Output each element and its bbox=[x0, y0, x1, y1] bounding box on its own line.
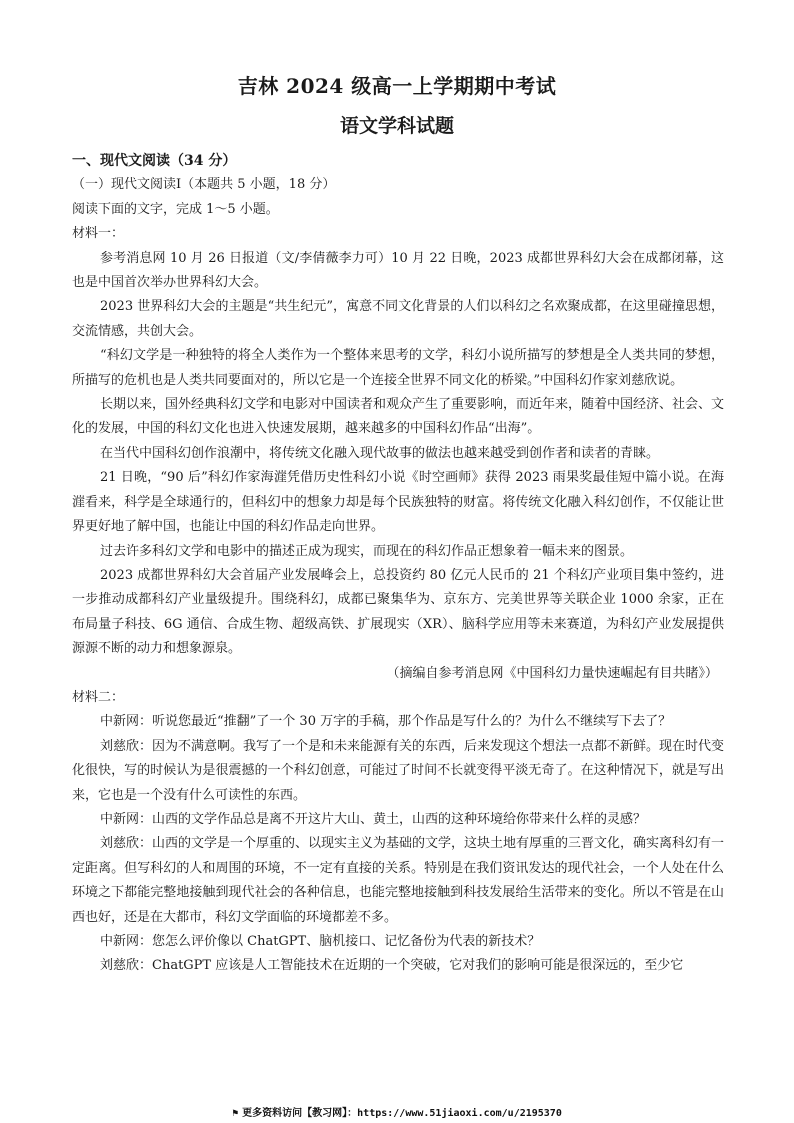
material1-paragraph: 过去许多科幻文学和电影中的描述正成为现实，而现在的科幻作品正想象着一幅未来的图景。 bbox=[100, 543, 634, 559]
material1-paragraph: 2023 世界科幻大会的主题是“共生纪元”，寓意不同文化背景的人们以科幻之名欢聚成都，在这里碰撞思想，交流情感，共创大会。 bbox=[72, 299, 724, 339]
material1-paragraph: 在当代中国科幻创作浪潮中，将传统文化融入现代故事的做法也越来越受到创作者和读者的青睐。 bbox=[100, 445, 660, 461]
material2-label: 材料二： bbox=[72, 689, 125, 705]
material1-paragraph: 长期以来，国外经典科幻文学和电影对中国读者和观众产生了重要影响，而近年来，随着中国经济、社会、文化的发展，中国的科幻文化也进入快速发展期，越来越多的中国科幻作品“出海”。 bbox=[72, 397, 725, 437]
interview-question: 中新网：听说您最近“推翻”了一个 30 万字的手稿，那个作品是写什么的？为什么不继续写下去了？ bbox=[100, 714, 672, 730]
interview-question: 中新网：山西的文学作品总是离不开这片大山、黄土，山西的这种环境给你带来什么样的灵感？ bbox=[100, 811, 647, 827]
footer-text[interactable]: 更多资料访问【教习网】：https://www.51jiaoxi.com/u/2195370 bbox=[242, 1108, 562, 1119]
interview-answer: 刘慈欣：因为不满意啊。我写了一个是和未来能源有关的东西，后来发现这个想法一点都不新鲜。现在时代变化很快，写的时候认为是很震撼的一个科幻创意，可能过了时间不长就变得平淡无奇了。在这种情况下，就是写出来，它也是一个没有什么可读性的东西。 bbox=[72, 738, 725, 803]
footer-link[interactable] bbox=[0, 1104, 794, 1119]
material1-paragraph: 参考消息网 10 月 26 日报道（文/李倩薇李力可）10 月 22 日晚，2023 成都世界科幻大会在成都闭幕，这也是中国首次举办世界科幻大会。 bbox=[72, 250, 724, 291]
material1-paragraph: “科幻文学是一种独特的将全人类作为一个整体来思考的文学，科幻小说所描写的梦想是全人类共同的梦想，所描写的危机也是人类共同要面对的，所以它是一个连接全世界不同文化的桥梁。”中国科幻作家刘慈欣说。 bbox=[72, 348, 724, 388]
material1-label: 材料一： bbox=[72, 226, 125, 242]
section-heading: 一、现代文阅读（34 分） bbox=[72, 153, 237, 169]
material1-paragraph: 2023 成都世界科幻大会首届产业发展峰会上，总投资约 80 亿元人民币的 21 个科幻产业项目集中签约，进一步推动成都科幻产业量级提升。围绕科幻，成都已聚集华为、京东方、完美世界等关联企业 1000 余家，正在布局量子科技、6G 通信、合成生物、超级高铁、扩展现实（XR）、脑科学应用等未来赛道，为科幻产业发展提供源源不断的动力和想象源泉。 bbox=[72, 567, 724, 657]
interview-question: 中新网：您怎么评价像以 ChatGPT、脑机接口、记忆备份为代表的新技术？ bbox=[100, 934, 541, 949]
exam-title: 吉林 2024 级高一上学期期中考试 bbox=[237, 74, 557, 98]
material1-source: （摘编自参考消息网《中国科幻力量快速崛起有目共睹》） bbox=[386, 665, 718, 681]
interview-answer: 刘慈欣：山西的文学是一个厚重的、以现实主义为基础的文学，这块土地有厚重的三晋文化，确实离科幻有一定距离。但写科幻的人和周围的环境，不一定有直接的关系。特别是在我们资讯发达的现代社会，一个人处在什么环境之下都能完整地接触到现代社会的各种信息，也能完整地接触到科技发展给生活带来的变化。所以不管是在山西也好，还是在大都市，科幻文学面临的环境都差不多。 bbox=[72, 836, 725, 925]
flag-icon: ⚑ bbox=[232, 1108, 239, 1119]
exam-content bbox=[72, 149, 724, 979]
interview-answer: 刘慈欣：ChatGPT 应该是人工智能技术在近期的一个突破，它对我们的影响可能是很深远的，至少它 bbox=[100, 958, 684, 974]
reading-instruction: 阅读下面的文字，完成 1～5 小题。 bbox=[72, 201, 279, 217]
part-heading: （一）现代文阅读Ⅰ（本题共 5 小题，18 分） bbox=[72, 177, 336, 193]
material1-paragraph: 21 日晚，“90 后”科幻作家海漄凭借历史性科幻小说《时空画师》获得 2023 雨果奖最佳短中篇小说。在海漄看来，科学是全球通行的，但科幻中的想象力却是每个民族独特的财富。将传统文化融入科幻创作，不仅能让世界更好地了解中国，也能让中国的科幻作品走向世界。 bbox=[72, 470, 724, 535]
exam-subtitle: 语文学科试题 bbox=[339, 115, 454, 137]
